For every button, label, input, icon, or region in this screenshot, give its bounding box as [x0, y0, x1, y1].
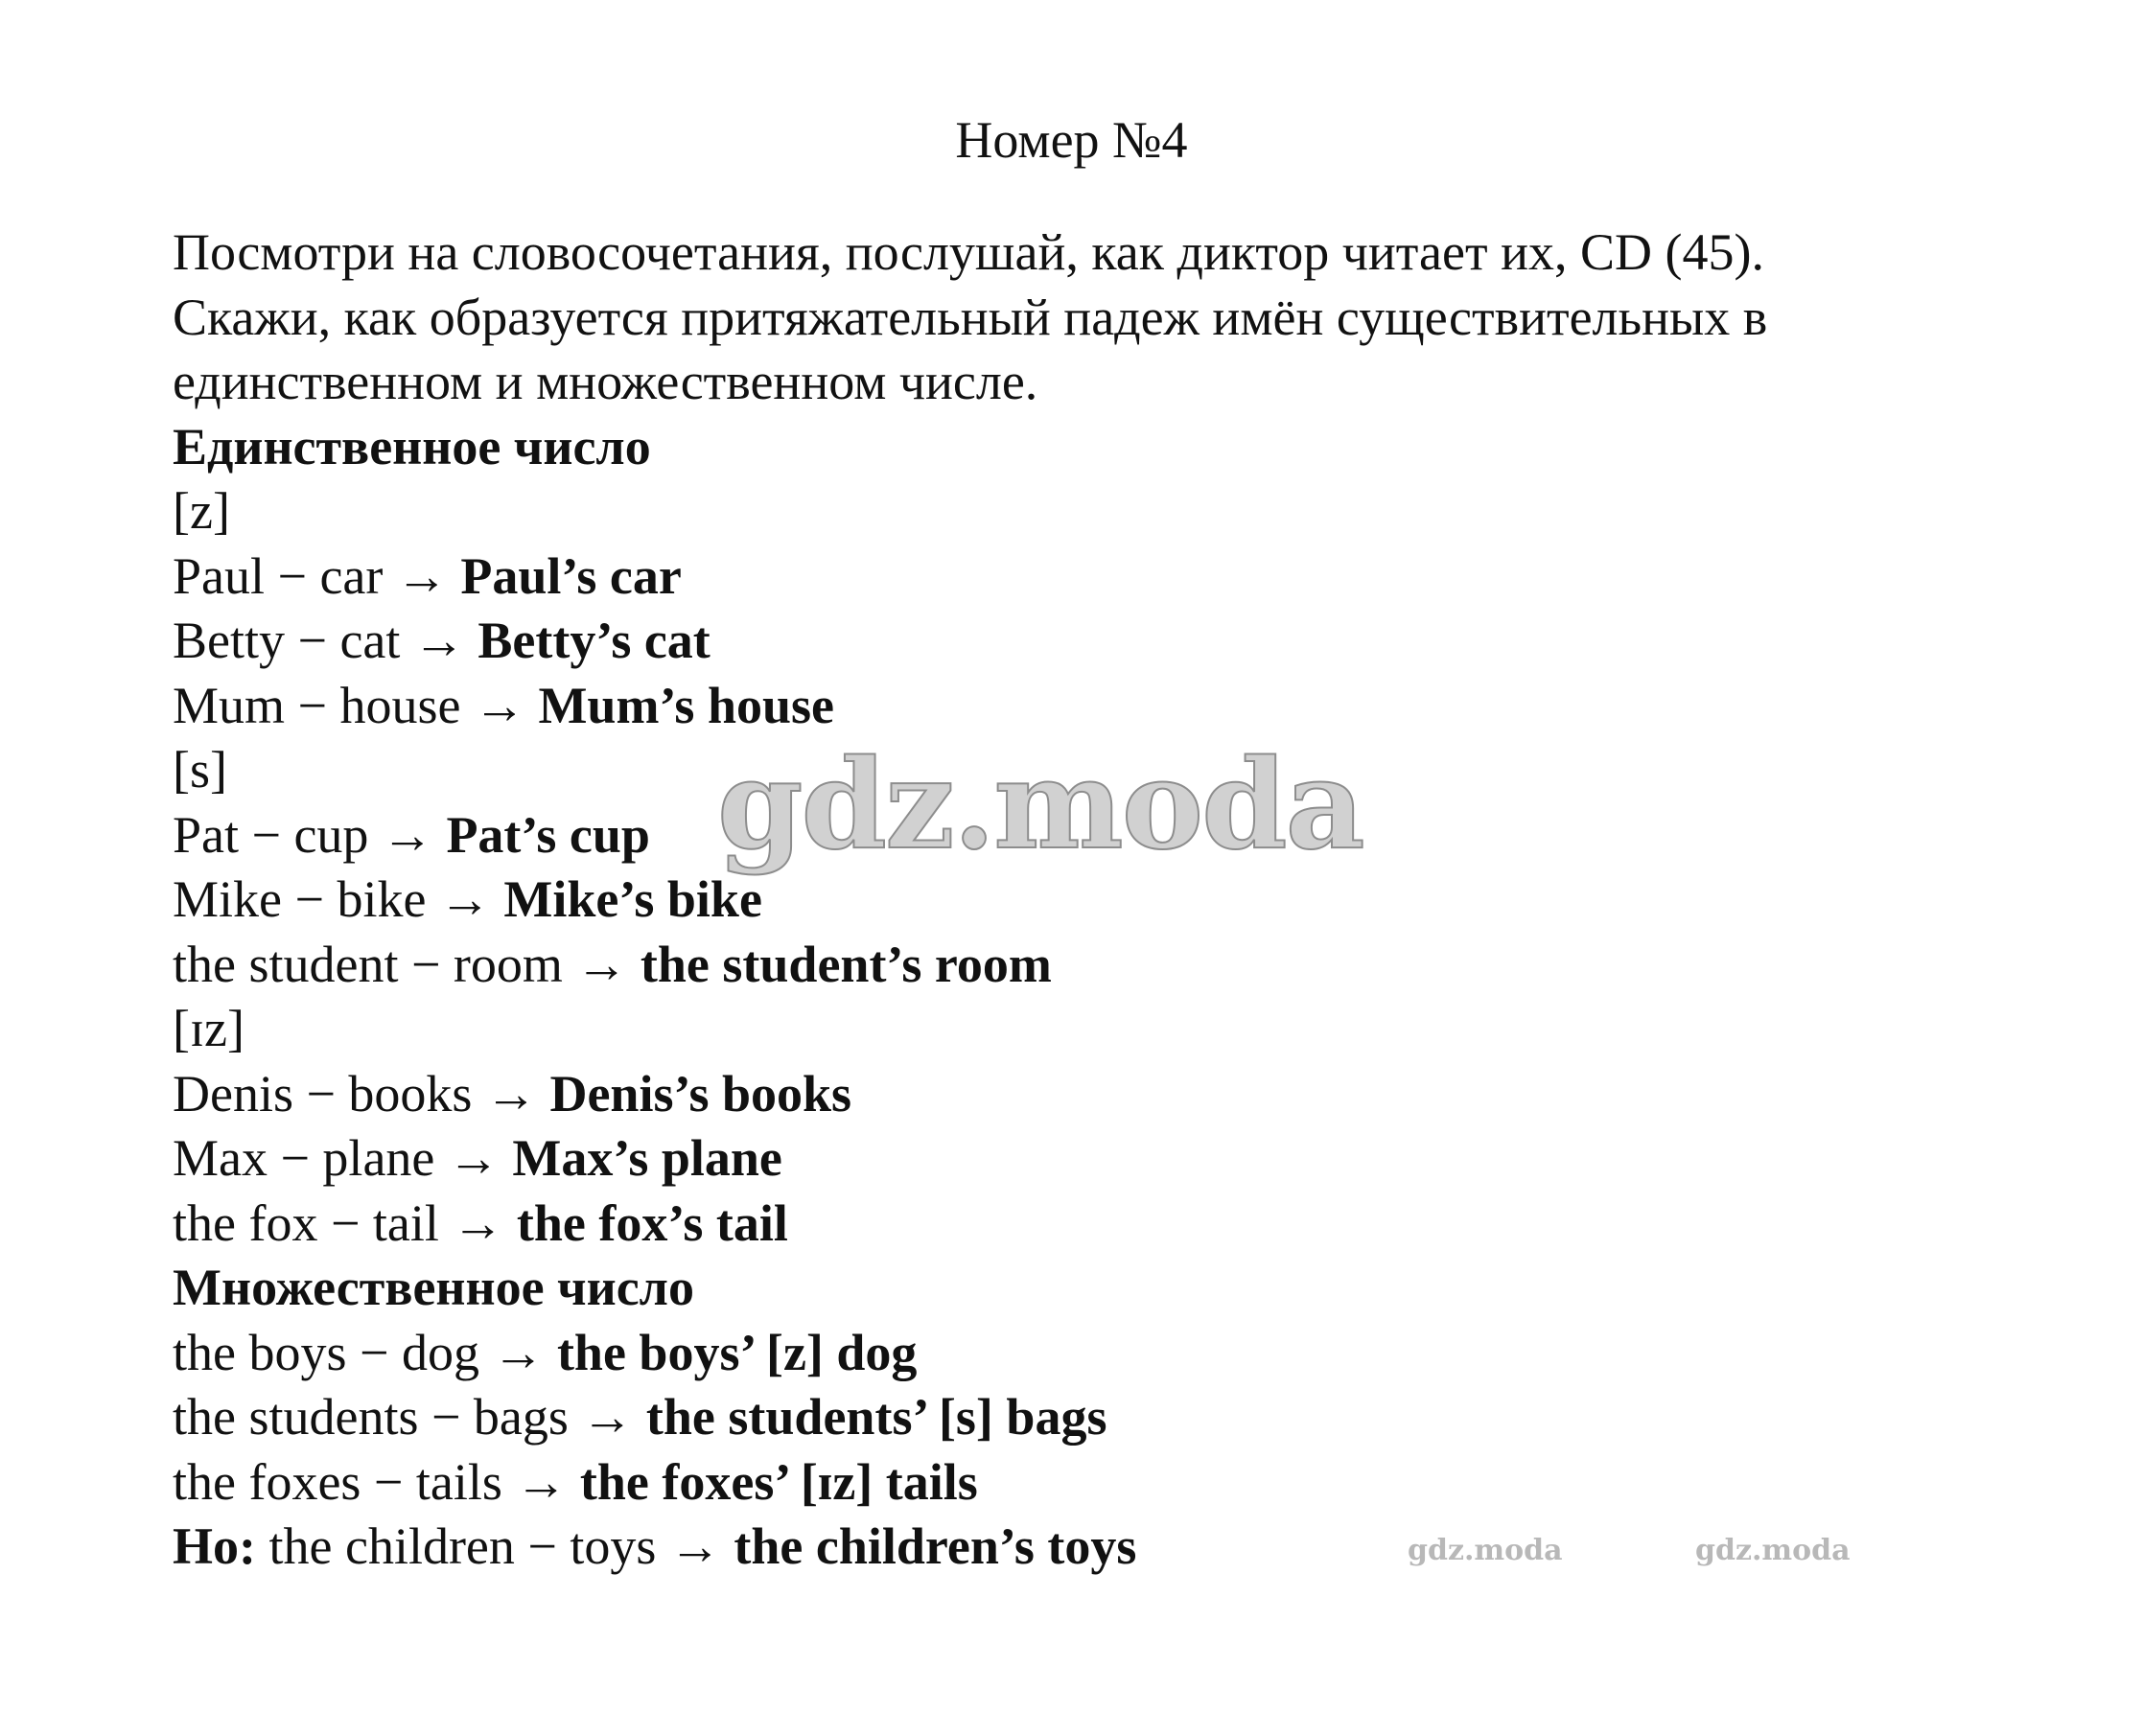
example-possessive: Betty’s cat	[478, 612, 710, 669]
example-base: Paul − car →	[173, 546, 461, 605]
sound-label-z: [z]	[173, 482, 230, 540]
example-possessive: the fox’s tail	[516, 1193, 788, 1252]
example-possessive: the children’s toys	[734, 1517, 1137, 1575]
watermark-small: gdz.moda	[1408, 1534, 1563, 1567]
example-row	[173, 1321, 2014, 1386]
example-row	[173, 1450, 2014, 1516]
intro-line-1: Посмотри на словосочетания, послушай, как диктор читает их, CD (45).	[173, 223, 1764, 281]
example-row	[173, 868, 2014, 933]
example-base: the fox − tail →	[173, 1193, 517, 1252]
example-base: Pat − cup →	[173, 805, 447, 864]
example-row	[173, 674, 2014, 739]
exercise-body	[173, 220, 2014, 1580]
exception-prefix: Но:	[173, 1517, 256, 1575]
example-base: the student − room →	[173, 935, 641, 993]
intro-line-2: Скажи, как образуется притяжательный падеж имён существительных в	[173, 288, 1768, 346]
example-possessive: Max’s plane	[512, 1129, 782, 1187]
intro-line-3: единственном и множественном числе.	[173, 353, 1038, 410]
example-base: the children − toys →	[256, 1517, 734, 1575]
example-base: Betty − cat →	[173, 612, 478, 669]
example-possessive: the students’ [s] bags	[645, 1388, 1107, 1446]
example-possessive: Mike’s bike	[503, 870, 762, 928]
example-base: Mike − bike →	[173, 870, 504, 928]
example-base: Mum − house →	[173, 676, 539, 734]
example-base: Denis − books →	[173, 1064, 550, 1123]
example-base: the boys − dog →	[173, 1323, 557, 1381]
example-row	[173, 1192, 2014, 1257]
example-possessive: Pat’s cup	[446, 805, 650, 864]
example-row	[173, 1126, 2014, 1192]
example-row	[173, 1385, 2014, 1450]
example-possessive: Paul’s car	[460, 546, 682, 605]
example-possessive: the foxes’ [ɪz] tails	[579, 1452, 978, 1511]
example-possessive: the student’s room	[640, 935, 1052, 993]
example-possessive: Mum’s house	[538, 676, 834, 734]
sound-label-s: [s]	[173, 741, 227, 799]
example-row	[173, 1062, 2014, 1127]
page-title: Номер №4	[955, 111, 1188, 169]
sound-label-iz: [ɪz]	[173, 1000, 245, 1057]
example-possessive: the boys’ [z] dog	[556, 1323, 918, 1381]
singular-heading: Единственное число	[173, 417, 651, 475]
example-row	[173, 609, 2014, 674]
example-row	[173, 544, 2014, 610]
example-row	[173, 933, 2014, 998]
watermark-small: gdz.moda	[1695, 1534, 1851, 1567]
example-base: the foxes − tails →	[173, 1452, 580, 1511]
example-base: the students − bags →	[173, 1388, 646, 1446]
plural-heading: Множественное число	[173, 1259, 694, 1316]
example-possessive: Denis’s books	[549, 1064, 852, 1123]
example-base: Max − plane →	[173, 1129, 513, 1187]
watermark-logo: gdz.moda	[717, 733, 1363, 877]
